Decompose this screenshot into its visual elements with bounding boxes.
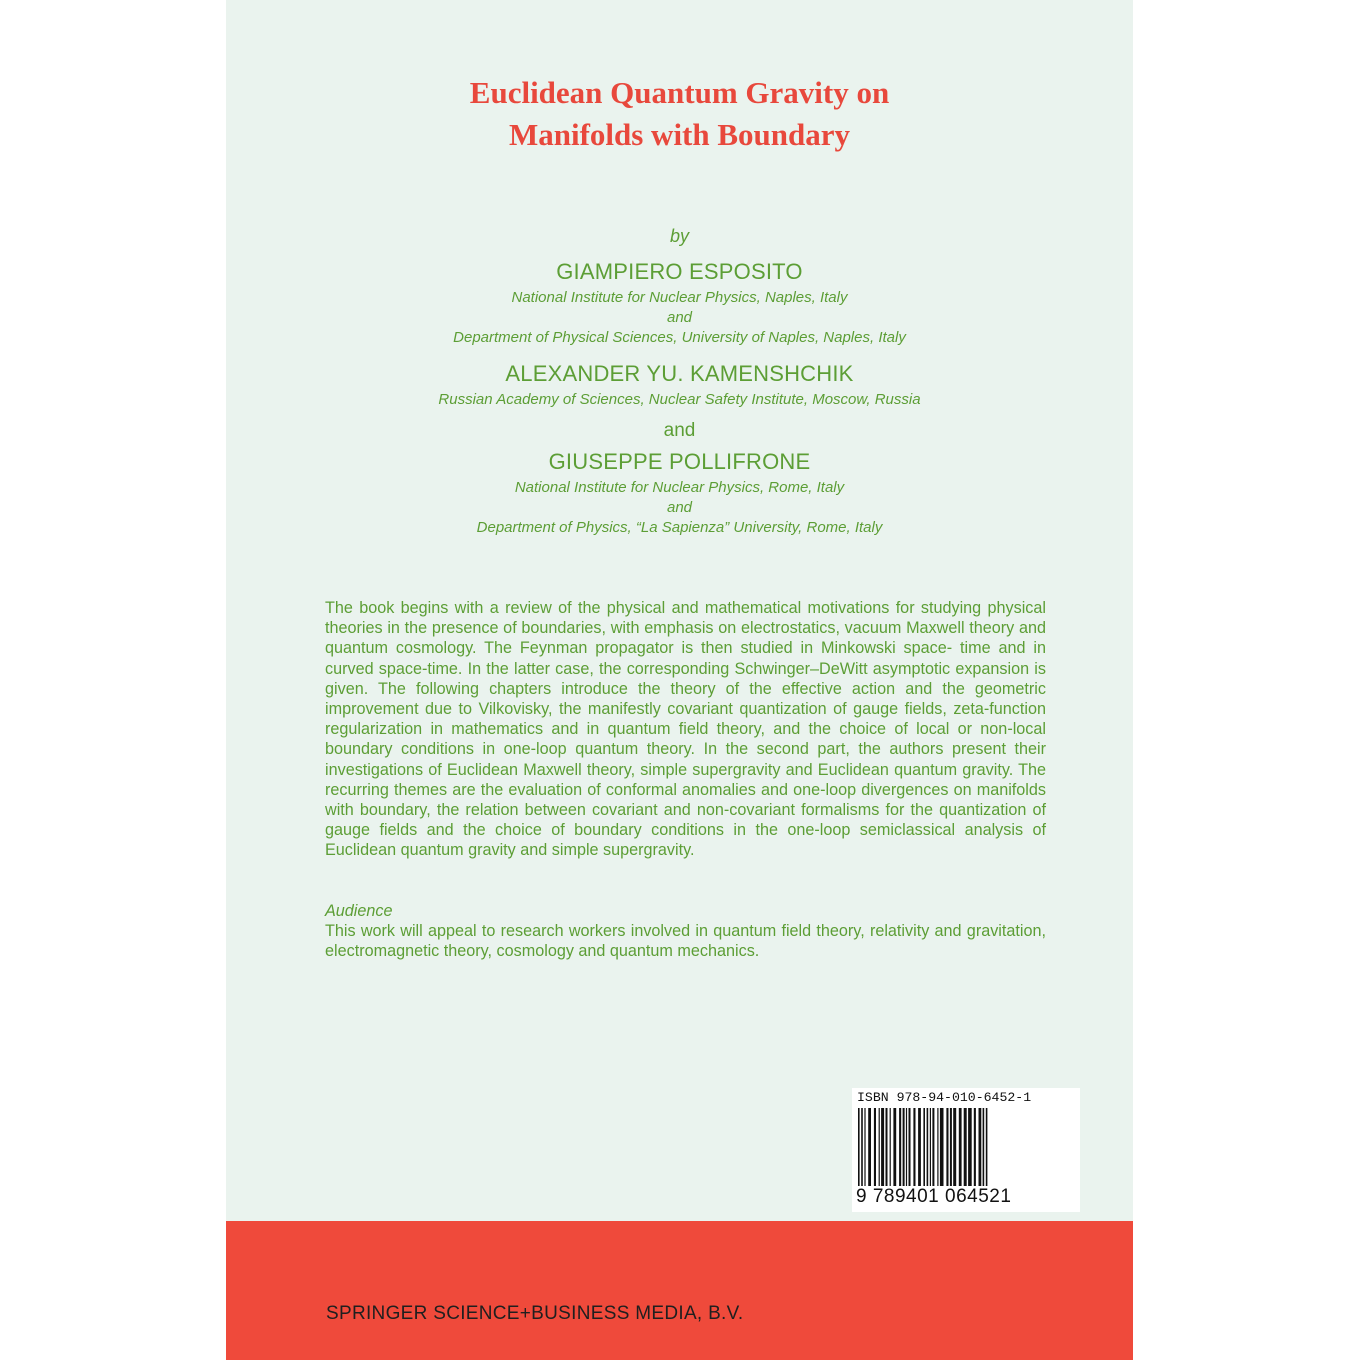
isbn-barcode (852, 1088, 1080, 1212)
title-line-1: Euclidean Quantum Gravity on (469, 75, 890, 110)
affiliation-conjunction: and (666, 499, 693, 516)
publisher-name: SPRINGER SCIENCE+BUSINESS MEDIA, B.V. (326, 1303, 744, 1324)
affiliation: Department of Physical Sciences, University of Naples, Naples, Italy (453, 329, 906, 346)
audience-heading: Audience (325, 902, 393, 920)
title-line-2: Manifolds with Boundary (508, 117, 851, 152)
publisher-band (226, 1221, 1133, 1360)
barcode-digits: 9 789401 064521 (856, 1186, 1012, 1207)
author-name-pollifrone: GIUSEPPE POLLIFRONE (548, 449, 811, 474)
author-credits (226, 222, 1133, 538)
affiliation: Department of Physics, “La Sapienza” University, Rome, Italy (476, 519, 883, 536)
byline: by (669, 226, 689, 246)
back-cover (226, 0, 1133, 1360)
barcode-bars (856, 1108, 1076, 1198)
affiliation: Russian Academy of Sciences, Nuclear Safety Institute, Moscow, Russia (438, 391, 921, 408)
affiliation: National Institute for Nuclear Physics, Rome, Italy (514, 479, 845, 496)
audience-text: This work will appeal to research workers involved in quantum field theory, relativity and gravitation, electromagnetic theory, cosmology and quantum mechanics. (325, 922, 1046, 961)
author-name-esposito: GIAMPIERO ESPOSITO (556, 259, 803, 284)
author-conjunction: and (663, 420, 696, 441)
book-title (226, 72, 1133, 156)
book-description: The book begins with a review of the physical and mathematical motivations for studying physical theories in the presence of boundaries, with emphasis on electrostatics, vacuum Maxwell theory and quantum cosmology. The Feynman propagator is then studied in Minkowski space- time and in curved space-time. In the latter case, the corresponding Schwinger–DeWitt asymptotic expansion is given. The following chapters introduce the theory of the effective action and the geometric improvement due to Vilkovisky, the manifestly covariant quantization of gauge fields, zeta-function regularization in mathematics and in quantum field theory, and the choice of local or non-local boundary conditions in one-loop quantum theory. In the second part, the authors present their investigations of Euclidean Maxwell theory, simple supergravity and Euclidean quantum gravity. The recurring themes are the evaluation of conformal anomalies and one-loop divergences on manifolds with boundary, the relation between covariant and non-covariant formalisms for the quantization of gauge fields and the choice of boundary conditions in the one-loop semiclassical analysis of Euclidean quantum gravity and simple supergravity. (325, 599, 1046, 860)
author-name-kamenshchik: ALEXANDER YU. KAMENSHCHIK (505, 361, 854, 386)
isbn-label: ISBN 978-94-010-6452-1 (857, 1090, 1032, 1105)
affiliation: National Institute for Nuclear Physics, Naples, Italy (511, 289, 848, 306)
affiliation-conjunction: and (666, 309, 693, 326)
